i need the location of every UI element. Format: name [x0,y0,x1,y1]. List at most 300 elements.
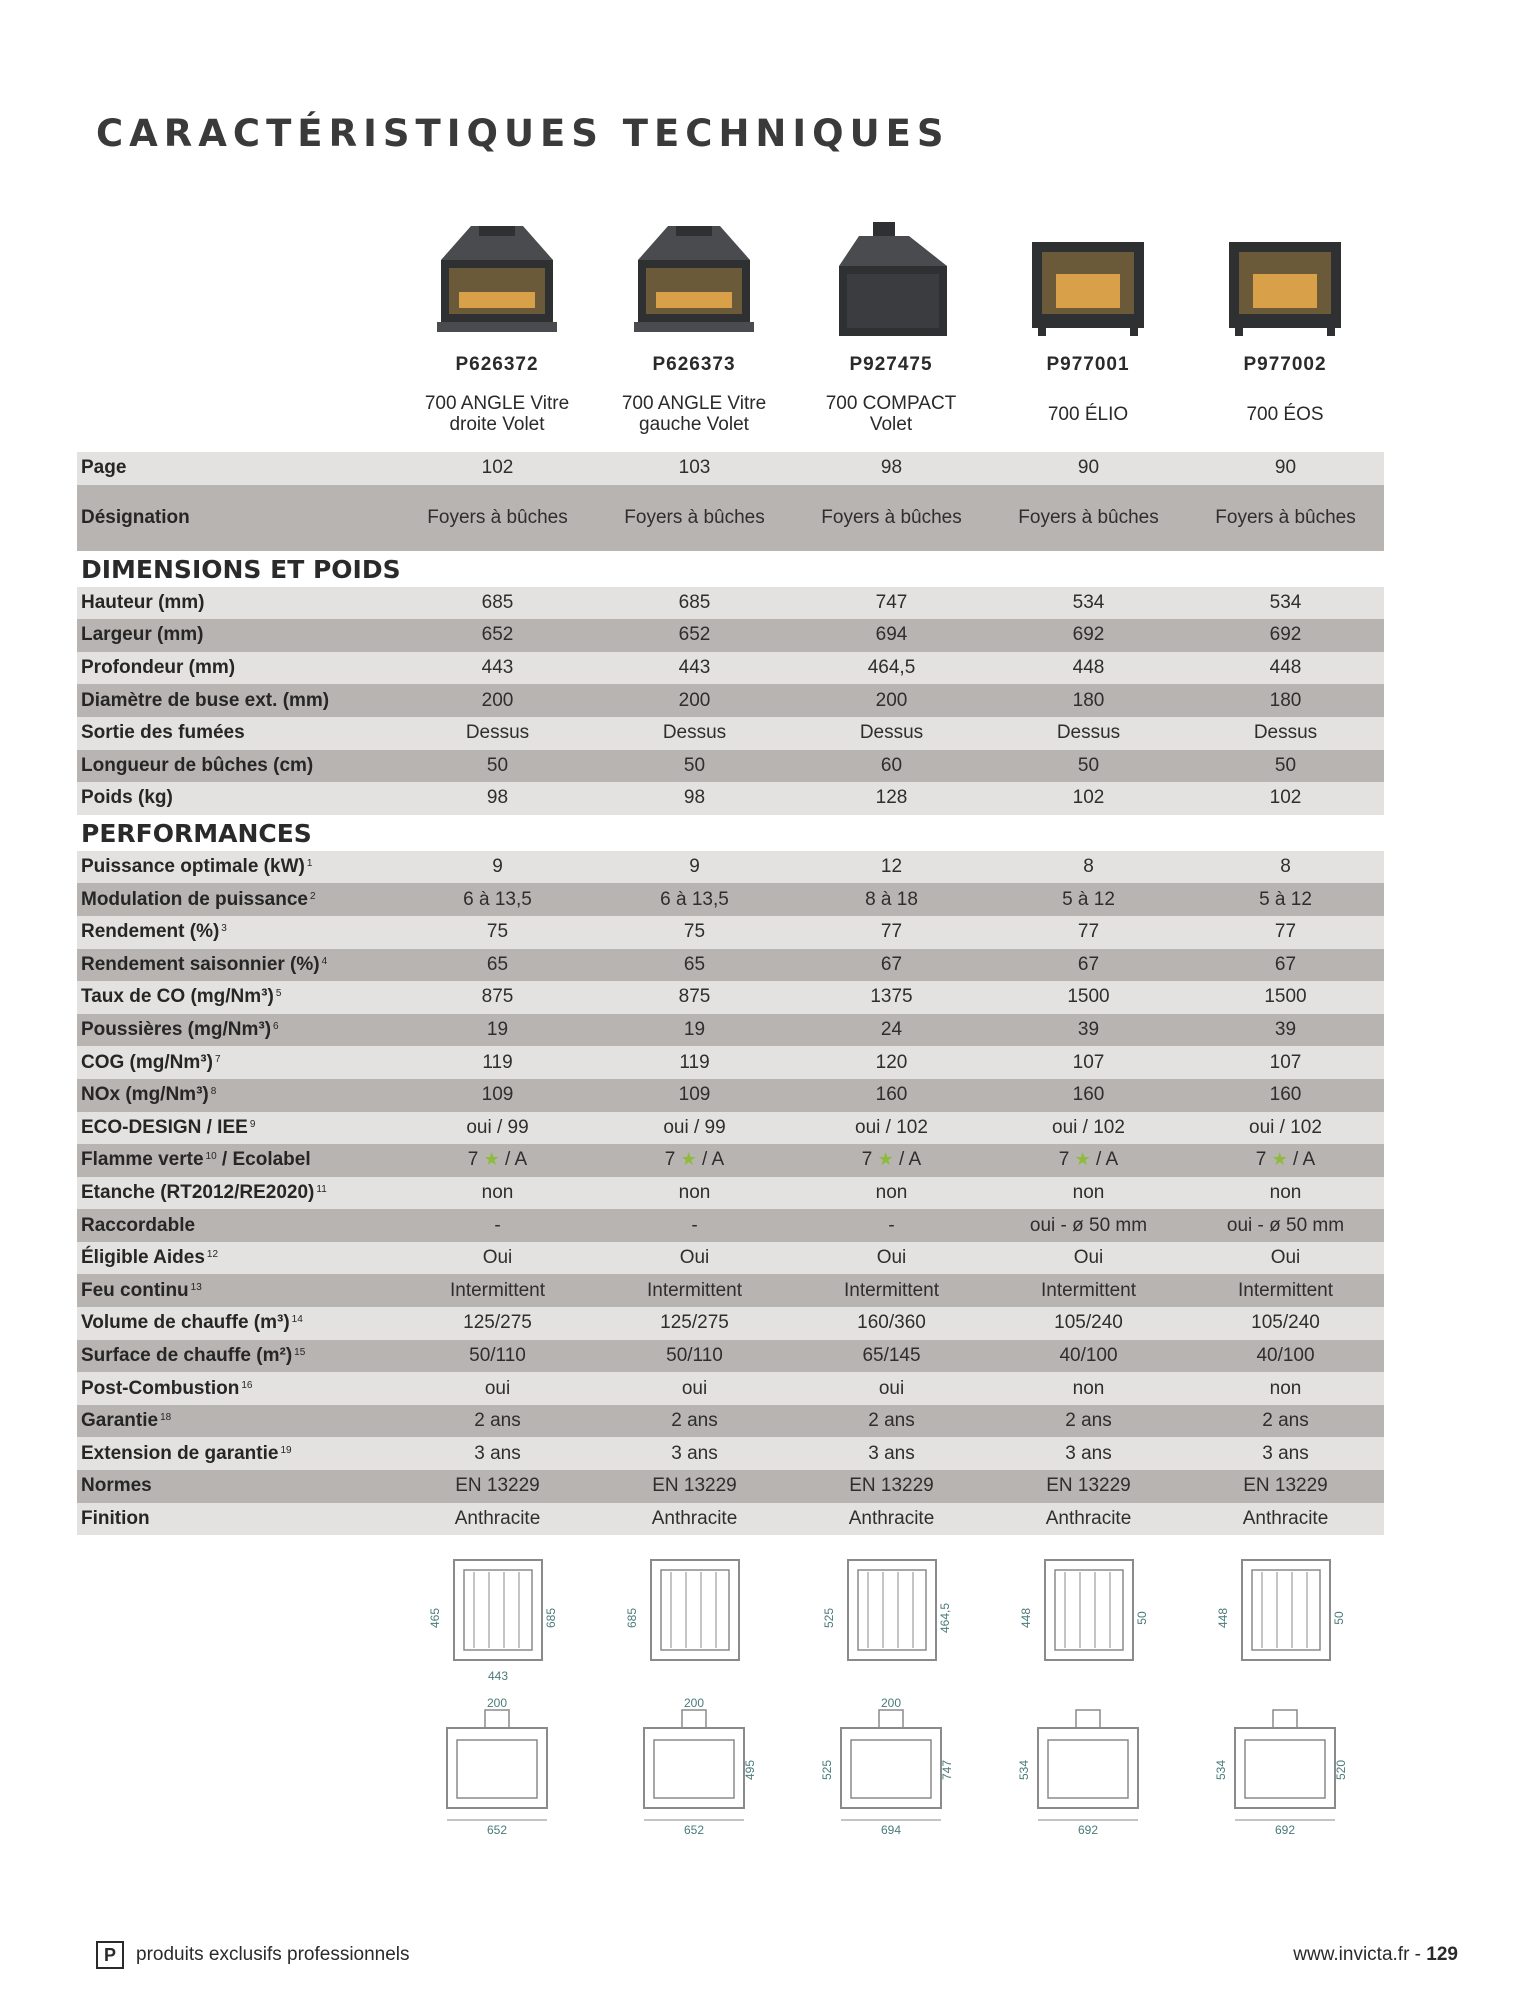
table-cell: Dessus [1056,722,1121,744]
row-label-text: Longueur de bûches (cm) [81,754,314,776]
green-star-icon: ★ [1271,1149,1288,1170]
dimension-label: 747 [940,1759,954,1781]
table-row [77,717,1384,750]
table-cell: non [1072,1181,1105,1203]
row-label-text: Etanche (RT2012/RE2020) [81,1181,315,1203]
flat-fireplace-icon [1223,222,1347,342]
row-label-text: Finition [81,1507,150,1529]
table-row [77,1046,1384,1079]
table-cell: EN 13229 [455,1475,540,1497]
table-cell: Intermittent [449,1279,546,1301]
product-ref: P626373 [652,354,736,375]
table-cell: 8 à 18 [865,888,918,910]
row-label [77,1052,399,1074]
row-label [77,1084,399,1106]
table-cell: 102 [1269,787,1302,809]
table-cell: 105/240 [1251,1312,1320,1334]
table-row [77,485,1384,551]
table-cell: 2 ans [1262,1410,1309,1432]
table-cell: oui - ø 50 mm [1226,1214,1345,1236]
green-star-icon: ★ [483,1149,500,1170]
table-cell: 65 [486,953,509,975]
row-label [77,457,399,479]
table-cell: 109 [481,1084,514,1106]
dimension-label: 448 [1019,1607,1033,1629]
table-cell: non [678,1181,711,1203]
table-cell [1187,1149,1384,1171]
side-view-drawing [1217,1548,1354,1688]
row-label-text: Normes [81,1475,152,1497]
table-cell: oui [484,1377,511,1399]
table-cell: oui / 99 [663,1116,726,1138]
row-label [77,1378,399,1400]
row-label-text: Largeur (mm) [81,624,204,646]
table-cell: oui - ø 50 mm [1029,1214,1148,1236]
table-cell: 200 [875,689,908,711]
dimension-label: 448 [1216,1607,1230,1629]
footer-right [1293,1944,1458,1966]
green-star-icon: ★ [1074,1149,1091,1170]
dimension-label: 652 [683,1823,705,1837]
table-cell: 107 [1269,1051,1302,1073]
dimension-label: 692 [1274,1823,1296,1837]
footnote-ref: 9 [249,1118,256,1130]
table-cell: 90 [1077,457,1100,479]
table-row [77,587,1384,620]
side-view-drawing [823,1548,960,1688]
table-cell: Foyers à bûches [427,506,568,528]
table-cell: 875 [678,986,711,1008]
table-cell: Foyers à bûches [624,506,765,528]
table-cell: 65/145 [862,1344,921,1366]
table-cell: 12 [880,856,903,878]
table-cell: Oui [482,1247,513,1269]
row-label-text: Diamètre de buse ext. (mm) [81,689,330,711]
dimension-label: 525 [820,1759,834,1781]
table-cell: 200 [678,689,711,711]
table-row [77,883,1384,916]
table-cell: 77 [1274,921,1297,943]
side-view-drawing [626,1548,763,1688]
row-label [77,1410,399,1432]
row-label-text: Extension de garantie [81,1442,279,1464]
table-cell: 160/360 [857,1312,926,1334]
table-cell: 2 ans [1065,1410,1112,1432]
table-row [77,949,1384,982]
table-cell: Anthracite [454,1507,541,1529]
table-row [77,1340,1384,1373]
product-ref: P927475 [849,354,933,375]
table-cell: 102 [481,457,514,479]
row-label-text: Rendement saisonnier (%) [81,953,320,975]
table-cell [596,1149,793,1171]
footnote-ref: 10 [205,1151,217,1163]
front-view-drawing [626,1698,763,1838]
table-cell: 19 [683,1019,706,1041]
table-cell: 67 [1274,953,1297,975]
row-label [77,657,399,679]
table-row [77,452,1384,485]
table-cell: Oui [1073,1247,1104,1269]
cell-value: 7 [861,1149,873,1171]
row-label-text: Volume de chauffe (m³) [81,1312,290,1334]
product-ref: P626372 [455,354,539,375]
table-cell: non [1269,1377,1302,1399]
table-cell: - [691,1214,698,1236]
product-name: 700 ÉLIO [1047,403,1129,425]
row-label [77,1019,399,1041]
table-cell: 747 [875,591,908,613]
table-cell: 5 à 12 [1062,888,1115,910]
table-cell: Anthracite [651,1507,738,1529]
row-label [77,1247,399,1269]
table-cell: - [888,1214,895,1236]
table-cell: 1500 [1067,986,1110,1008]
technical-drawings [399,1548,1384,1848]
table-cell [399,1149,596,1171]
row-label [77,856,399,878]
row-label-text: Poussières (mg/Nm³) [81,1019,272,1041]
table-cell: 3 ans [671,1442,718,1464]
table-cell: Intermittent [843,1279,940,1301]
table-cell: oui [681,1377,708,1399]
table-row [77,1177,1384,1210]
pro-badge-icon: P [96,1941,124,1969]
dimension-label: 200 [486,1696,508,1710]
table-row [77,619,1384,652]
table-cell: oui [878,1377,905,1399]
table-row [77,1307,1384,1340]
row-label-text: ECO-DESIGN / IEE [81,1116,248,1138]
row-label-text: Garantie [81,1410,159,1432]
table-cell: 103 [678,457,711,479]
row-label-text: Post-Combustion [81,1377,240,1399]
table-cell: 8 [1083,856,1094,878]
table-cell: Intermittent [1040,1279,1137,1301]
row-label-suffix: / Ecolabel [216,1149,311,1171]
table-cell [793,1149,990,1171]
table-cell: oui / 102 [855,1116,928,1138]
flat-fireplace-icon [1026,222,1150,342]
drawing-column [990,1548,1187,1848]
product-name: 700 ANGLE Vitre gauche Volet [621,393,767,435]
section-heading: DIMENSIONS ET POIDS [81,554,401,584]
table-cell: Anthracite [848,1507,935,1529]
footnote-ref: 16 [241,1379,253,1391]
table-cell: 6 à 13,5 [463,888,532,910]
table-cell: 8 [1280,856,1291,878]
dimension-label: 520 [1334,1759,1348,1781]
cell-value: 7 [467,1149,479,1171]
row-label-text: Puissance optimale (kW) [81,856,305,878]
footnote-ref: 8 [210,1086,217,1098]
table-cell: 90 [1274,457,1297,479]
row-label [77,889,399,911]
footer-note: produits exclusifs professionnels [136,1944,410,1965]
dimension-label: 694 [880,1823,902,1837]
table-cell: 685 [481,591,514,613]
table-row [77,1144,1384,1177]
row-label-text: Taux de CO (mg/Nm³) [81,986,274,1008]
dimension-label: 685 [625,1607,639,1629]
row-label [77,921,399,943]
drawing-column [596,1548,793,1848]
table-cell: oui / 102 [1052,1116,1125,1138]
table-cell: 75 [486,921,509,943]
front-view-drawing [429,1698,566,1838]
table-cell: 2 ans [474,1410,521,1432]
table-cell: 98 [880,457,903,479]
table-row [77,1242,1384,1275]
spec-table [77,452,1384,1535]
table-row [77,1405,1384,1438]
table-cell: 685 [678,591,711,613]
table-cell: 39 [1274,1019,1297,1041]
row-label [77,755,399,777]
table-row [77,1274,1384,1307]
table-cell: 19 [486,1019,509,1041]
table-cell: 3 ans [1065,1442,1112,1464]
front-view-drawing [820,1696,960,1838]
table-row [77,652,1384,685]
table-row [77,1209,1384,1242]
table-cell: 40/100 [1256,1344,1315,1366]
row-label [77,592,399,614]
table-cell: Intermittent [646,1279,743,1301]
footnote-ref: 5 [275,988,282,1000]
corner-fireplace-left-icon [632,222,756,342]
table-cell: 448 [1269,657,1302,679]
table-cell: 652 [481,624,514,646]
dimension-label: 534 [1214,1759,1228,1781]
row-label [77,1117,399,1139]
table-cell: EN 13229 [1046,1475,1131,1497]
table-cell: 39 [1077,1019,1100,1041]
row-label [77,722,399,744]
table-cell: EN 13229 [849,1475,934,1497]
footer-left [96,1941,410,1969]
dimension-label: 534 [1017,1759,1031,1781]
table-cell: 180 [1072,689,1105,711]
table-cell: Anthracite [1045,1507,1132,1529]
footnote-ref: 7 [214,1053,221,1065]
dimension-label: 525 [822,1607,836,1629]
table-cell: 180 [1269,689,1302,711]
section-heading: PERFORMANCES [81,818,312,848]
table-row [77,981,1384,1014]
row-label-text: Hauteur (mm) [81,591,205,613]
side-view-drawing [1020,1548,1157,1688]
drawing-column [1187,1548,1384,1848]
row-label [77,1443,399,1465]
table-cell: 448 [1072,657,1105,679]
table-cell: 692 [1072,624,1105,646]
table-cell: oui / 99 [466,1116,529,1138]
table-cell: 875 [481,986,514,1008]
dimension-label: 465 [428,1607,442,1629]
row-label-text: Flamme verte [81,1149,204,1171]
row-label-text: Profondeur (mm) [81,657,236,679]
front-view-drawing [1214,1698,1354,1838]
product-column [1190,222,1380,436]
table-cell: non [875,1181,908,1203]
green-star-icon: ★ [680,1149,697,1170]
table-cell: 50 [1077,754,1100,776]
row-label-text: Page [81,457,127,479]
table-cell: 50 [683,754,706,776]
table-cell: 2 ans [671,1410,718,1432]
footnote-ref: 14 [291,1314,303,1326]
product-column [402,222,592,436]
table-cell: non [481,1181,514,1203]
footnote-ref: 15 [294,1346,306,1358]
table-cell: 98 [486,787,509,809]
table-cell: Intermittent [1237,1279,1334,1301]
website-link[interactable]: www.invicta.fr [1293,1944,1410,1965]
dimension-label: 443 [487,1669,509,1683]
compact-fireplace-icon [829,222,953,342]
row-label [77,1215,399,1237]
cell-suffix: / A [893,1149,922,1171]
table-cell: 119 [679,1051,710,1073]
table-cell: 160 [875,1084,908,1106]
table-row [77,750,1384,783]
dimension-label: 200 [880,1696,902,1710]
side-view-drawing [429,1548,566,1688]
footnote-ref: 4 [321,955,328,967]
dimension-label: 464,5 [938,1602,952,1634]
row-label [77,1345,399,1367]
table-cell: 98 [683,787,706,809]
table-cell: 652 [678,624,711,646]
table-cell: 1500 [1264,986,1307,1008]
product-column [993,222,1183,436]
table-cell: 1375 [870,986,913,1008]
dimension-label: 200 [683,1696,705,1710]
table-cell: 75 [683,921,706,943]
table-row [77,916,1384,949]
product-column [796,222,986,436]
table-cell: 60 [880,754,903,776]
table-cell: - [494,1214,501,1236]
row-label-text: Poids (kg) [81,787,173,809]
footnote-ref: 18 [160,1412,172,1424]
page-number: 129 [1426,1944,1458,1965]
table-cell: 50/110 [469,1344,526,1366]
table-cell: 443 [678,657,711,679]
drawing-column [793,1548,990,1848]
footnote-ref: 6 [273,1021,279,1033]
table-cell: EN 13229 [652,1475,737,1497]
table-cell: Foyers à bûches [1018,506,1159,528]
table-row [77,851,1384,884]
cell-suffix: / A [696,1149,725,1171]
row-label [77,1280,399,1302]
row-label [77,787,399,809]
table-cell: 77 [880,921,903,943]
corner-fireplace-right-icon [435,222,559,342]
cell-suffix: / A [499,1149,528,1171]
table-cell: 9 [689,856,700,878]
row-label-text: Modulation de puissance [81,888,308,910]
footnote-ref: 19 [280,1444,292,1456]
table-cell: 3 ans [1262,1442,1309,1464]
table-cell: 3 ans [474,1442,521,1464]
cell-suffix: / A [1287,1149,1316,1171]
table-cell: 534 [1072,591,1105,613]
cell-value: 7 [1058,1149,1070,1171]
table-row [77,1503,1384,1536]
product-column [599,222,789,436]
row-label [77,1182,399,1204]
cell-suffix: / A [1090,1149,1119,1171]
table-cell: 105/240 [1054,1312,1123,1334]
row-label-text: Surface de chauffe (m²) [81,1344,293,1366]
product-name: 700 ÉOS [1246,403,1324,425]
table-cell: 109 [678,1084,711,1106]
dimension-label: 50 [1135,1611,1149,1625]
table-row [77,684,1384,717]
row-label-text: Rendement (%) [81,921,220,943]
table-cell: 125/275 [463,1312,532,1334]
table-cell: 2 ans [868,1410,915,1432]
table-cell: Anthracite [1242,1507,1329,1529]
table-cell: 120 [875,1051,908,1073]
table-cell: 128 [875,787,908,809]
footnote-ref: 2 [309,890,316,902]
table-cell: 119 [482,1051,513,1073]
page-title: CARACTÉRISTIQUES TECHNIQUES [96,112,950,155]
footer-separator: - [1409,1944,1427,1965]
table-cell: Foyers à bûches [821,506,962,528]
row-label [77,1312,399,1334]
table-cell: Foyers à bûches [1215,506,1356,528]
table-cell: 6 à 13,5 [660,888,729,910]
row-label [77,690,399,712]
table-cell: 5 à 12 [1259,888,1312,910]
footnote-ref: 1 [306,858,313,870]
row-label-text: Éligible Aides [81,1247,205,1269]
product-ref: P977002 [1243,354,1327,375]
table-row [77,1470,1384,1503]
dimension-label: 495 [743,1759,757,1781]
table-cell: 464,5 [867,657,916,679]
table-cell: 9 [492,856,503,878]
dimension-label: 652 [486,1823,508,1837]
table-cell: Dessus [465,722,530,744]
footnote-ref: 3 [221,923,227,935]
table-row [77,1112,1384,1145]
table-cell: oui / 102 [1249,1116,1322,1138]
table-cell: 200 [481,689,514,711]
dimension-label: 692 [1077,1823,1099,1837]
table-cell: Oui [876,1247,907,1269]
footnote-ref: 11 [316,1183,327,1195]
row-label [77,624,399,646]
cell-value: 7 [664,1149,676,1171]
dimension-label: 50 [1332,1611,1346,1625]
front-view-drawing [1017,1698,1157,1838]
row-label [77,507,399,529]
table-cell: 3 ans [868,1442,915,1464]
row-label [77,986,399,1008]
table-row [77,1372,1384,1405]
row-label-text: Raccordable [81,1214,196,1236]
table-cell: 67 [880,953,903,975]
table-cell: Dessus [662,722,727,744]
row-label-text: Désignation [81,506,190,528]
green-star-icon: ★ [877,1149,894,1170]
